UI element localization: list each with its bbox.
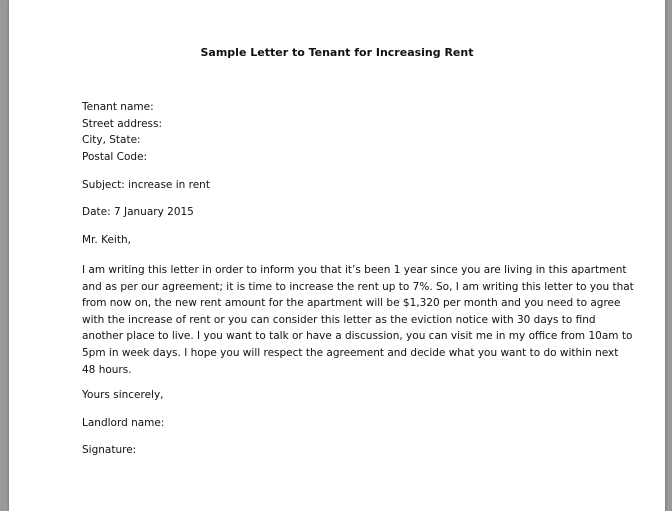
body-line: and as per our agreement; it is time to increase the rent up to 7%. So, I am writing this letter to you that	[82, 280, 634, 293]
postal-code-line: Postal Code:	[82, 151, 148, 163]
document-page	[9, 0, 665, 511]
salutation: Mr. Keith,	[82, 234, 131, 246]
closing: Yours sincerely,	[82, 389, 164, 401]
body-line: from now on, the new rent amount for the apartment will be $1,320 per month and you need to agree	[82, 297, 621, 310]
body-line: with the increase of rent or you can consider this letter as the eviction notice with 30 days to find	[82, 313, 596, 326]
body-line: 48 hours.	[82, 363, 132, 376]
signature-line: Signature:	[82, 444, 137, 456]
city-state-line: City, State:	[82, 134, 141, 146]
body-line: 5pm in week days. I hope you will respect the agreement and decide what you want to do within next	[82, 346, 619, 359]
body-line: I am writing this letter in order to inform you that it’s been 1 year since you are living in this apartment	[82, 264, 627, 276]
tenant-name-line: Tenant name:	[82, 101, 154, 113]
body-line: another place to live. I you want to talk or have a discussion, you can visit me in my office from 10am to	[82, 330, 633, 343]
letter-body	[82, 262, 642, 378]
letter-title: Sample Letter to Tenant for Increasing Rent	[200, 46, 474, 59]
date-line: Date: 7 January 2015	[82, 206, 194, 218]
subject-line: Subject: increase in rent	[82, 179, 210, 191]
street-address-line: Street address:	[82, 118, 163, 130]
landlord-name-line: Landlord name:	[82, 417, 165, 429]
